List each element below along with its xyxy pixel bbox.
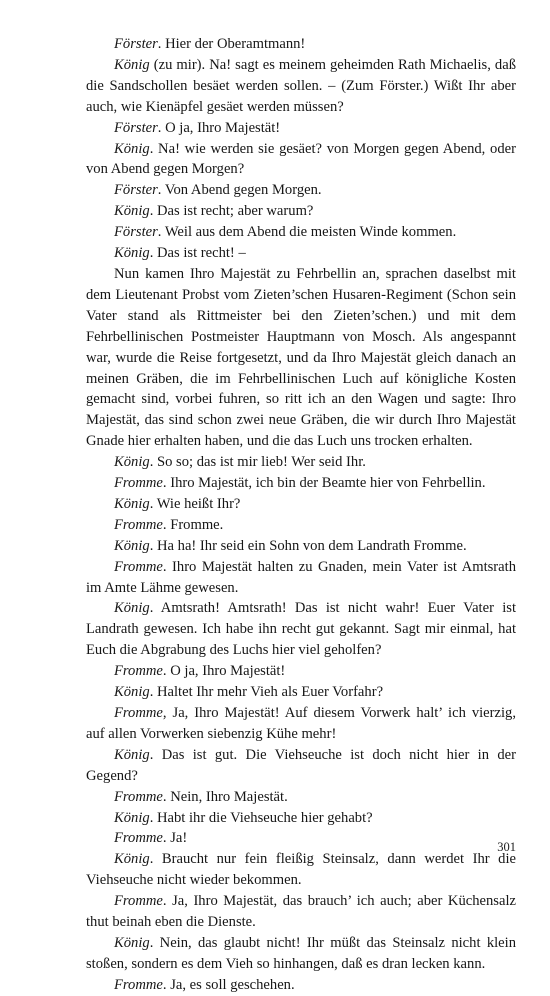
dialogue-text: . Ihro Majestät halten zu Gnaden, mein Vater ist Amtsrath im Amte Lähme gewesen.	[86, 558, 516, 596]
speaker-name: Fromme	[114, 976, 163, 993]
dialogue-text: . Wie heißt Ihr?	[149, 495, 241, 512]
paragraph	[86, 661, 516, 682]
dialogue-text: . Ja, es soll geschehen.	[162, 976, 295, 993]
dialogue-text: . O ja, Ihro Majestät!	[162, 663, 286, 680]
paragraph	[86, 891, 516, 933]
paragraph	[86, 745, 516, 787]
speaker-name: König	[114, 140, 150, 157]
speaker-name: Förster	[114, 36, 158, 52]
speaker-name: König	[114, 454, 150, 471]
speaker-name: Förster	[114, 119, 158, 136]
dialogue-text: . Amtsrath! Amtsrath! Das ist nicht wahr! Euer Vater ist Landrath gewesen. Ich habe ihn recht gut gekannt. Sagt mir einmal, hat Euch die Abgrabung des Luchs hier viel geholfen?	[86, 600, 516, 659]
paragraph	[86, 243, 516, 264]
paragraph	[86, 975, 516, 996]
speaker-name: Fromme	[114, 558, 163, 575]
speaker-name: Fromme	[114, 475, 163, 492]
page-number: 301	[497, 840, 516, 854]
dialogue-text: (zu mir). Na! sagt es meinem geheimden Rath Michaelis, daß die Sandschollen besäet werden sollen. – (Zum Förster.) Wißt Ihr aber auch, wie Kienäpfel gesäet werden müssen?	[86, 56, 516, 115]
speaker-name: König	[114, 684, 150, 701]
speaker-name: Förster	[114, 224, 158, 241]
speaker-name: König	[114, 809, 150, 826]
dialogue-text: . Habt ihr die Viehseuche hier gehabt?	[149, 809, 373, 826]
speaker-name: König	[114, 746, 150, 763]
paragraph	[86, 452, 516, 473]
dialogue-text: . Hier der Oberamtmann!	[157, 36, 306, 52]
speaker-name: König	[114, 600, 150, 617]
dialogue-text: . Das ist recht; aber warum?	[149, 203, 314, 220]
paragraph	[86, 682, 516, 703]
narrative-text: Nun kamen Ihro Majestät zu Fehrbellin an, sprachen daselbst mit dem Lieutenant Probst vom Zieten’schen Husaren-Regiment (Schon sein Vater stand als Rittmeister bei den Zieten’schen.) und mit dem Fehrbellinischen Postmeister Hauptmann von Mosch. Als angespannt war, wurde die Reise fortgesetzt, und da Ihro Majestät gleich danach an meinen Gräben, die im Fehrbellinischen Luch auf königliche Kosten gemacht sind, vorbei fuhren, so ritt ich an den Wagen und sagte: Ihro Majestät, das sind schon zwei neue Gräben, die wir durch Ihro Majestät Gnade hier erhalten haben, und die das Luch uns trocken erhalten.	[86, 265, 516, 450]
dialogue-text: . Braucht nur fein fleißig Steinsalz, dann werdet Ihr die Viehseuche nicht wieder bekommen.	[86, 851, 516, 889]
paragraph	[86, 34, 516, 55]
paragraph	[86, 222, 516, 243]
paragraph	[86, 557, 516, 599]
speaker-name: König	[114, 203, 150, 220]
speaker-name: König	[114, 245, 150, 262]
body-text	[86, 34, 516, 996]
dialogue-text: . Nein, das glaubt nicht! Ihr müßt das Steinsalz nicht klein stoßen, sondern es dem Vieh so hinhangen, daß es dran lecken kann.	[86, 934, 516, 972]
paragraph	[86, 598, 516, 661]
dialogue-text: . Ihro Majestät, ich bin der Beamte hier von Fehrbellin.	[162, 475, 486, 492]
speaker-name: Fromme	[114, 663, 163, 680]
speaker-name: König	[114, 56, 150, 73]
paragraph	[86, 703, 516, 745]
paragraph	[86, 139, 516, 181]
paragraph	[86, 118, 516, 139]
dialogue-text: . Nein, Ihro Majestät.	[162, 788, 288, 805]
speaker-name: Förster	[114, 182, 158, 199]
dialogue-text: . Ja, Ihro Majestät, das brauch’ ich auch; aber Küchensalz thut beinah eben die Dienste.	[86, 893, 516, 931]
narrative-paragraph	[86, 264, 516, 452]
dialogue-text: . Fromme.	[162, 516, 224, 533]
paragraph	[86, 201, 516, 222]
paragraph	[86, 787, 516, 808]
dialogue-text: . So so; das ist mir lieb! Wer seid Ihr.	[149, 454, 366, 471]
speaker-name: Fromme	[114, 516, 163, 533]
dialogue-text: . Das ist recht! –	[149, 245, 246, 262]
paragraph	[86, 828, 516, 849]
paragraph	[86, 808, 516, 829]
speaker-name: Fromme	[114, 830, 163, 847]
dialogue-text: . Haltet Ihr mehr Vieh als Euer Vorfahr?	[149, 684, 384, 701]
dialogue-text: . Weil aus dem Abend die meisten Winde kommen.	[157, 224, 457, 241]
speaker-name: Fromme	[114, 893, 163, 910]
dialogue-text: . Das ist gut. Die Viehseuche ist doch nicht hier in der Gegend?	[86, 746, 516, 784]
paragraph	[86, 536, 516, 557]
paragraph	[86, 494, 516, 515]
speaker-name: König	[114, 495, 150, 512]
speaker-name: König	[114, 851, 150, 868]
dialogue-text: , Ja, Ihro Majestät! Auf diesem Vorwerk halt’ ich vierzig, auf allen Vorwerken siebenzig Kühe mehr!	[86, 705, 516, 742]
speaker-name: Fromme	[114, 705, 163, 721]
dialogue-text: . Ha ha! Ihr seid ein Sohn von dem Landrath Fromme.	[149, 537, 467, 554]
speaker-name: König	[114, 934, 150, 951]
speaker-name: König	[114, 537, 150, 554]
paragraph	[86, 515, 516, 536]
dialogue-text: . O ja, Ihro Majestät!	[157, 119, 281, 136]
paragraph	[86, 55, 516, 118]
paragraph	[86, 849, 516, 891]
paragraph	[86, 933, 516, 975]
paragraph	[86, 473, 516, 494]
dialogue-text: . Von Abend gegen Morgen.	[157, 182, 322, 199]
speaker-name: Fromme	[114, 788, 163, 805]
dialogue-text: . Ja!	[162, 830, 188, 847]
dialogue-text: . Na! wie werden sie gesäet? von Morgen gegen Abend, oder von Abend gegen Morgen?	[86, 140, 516, 178]
paragraph	[86, 180, 516, 201]
